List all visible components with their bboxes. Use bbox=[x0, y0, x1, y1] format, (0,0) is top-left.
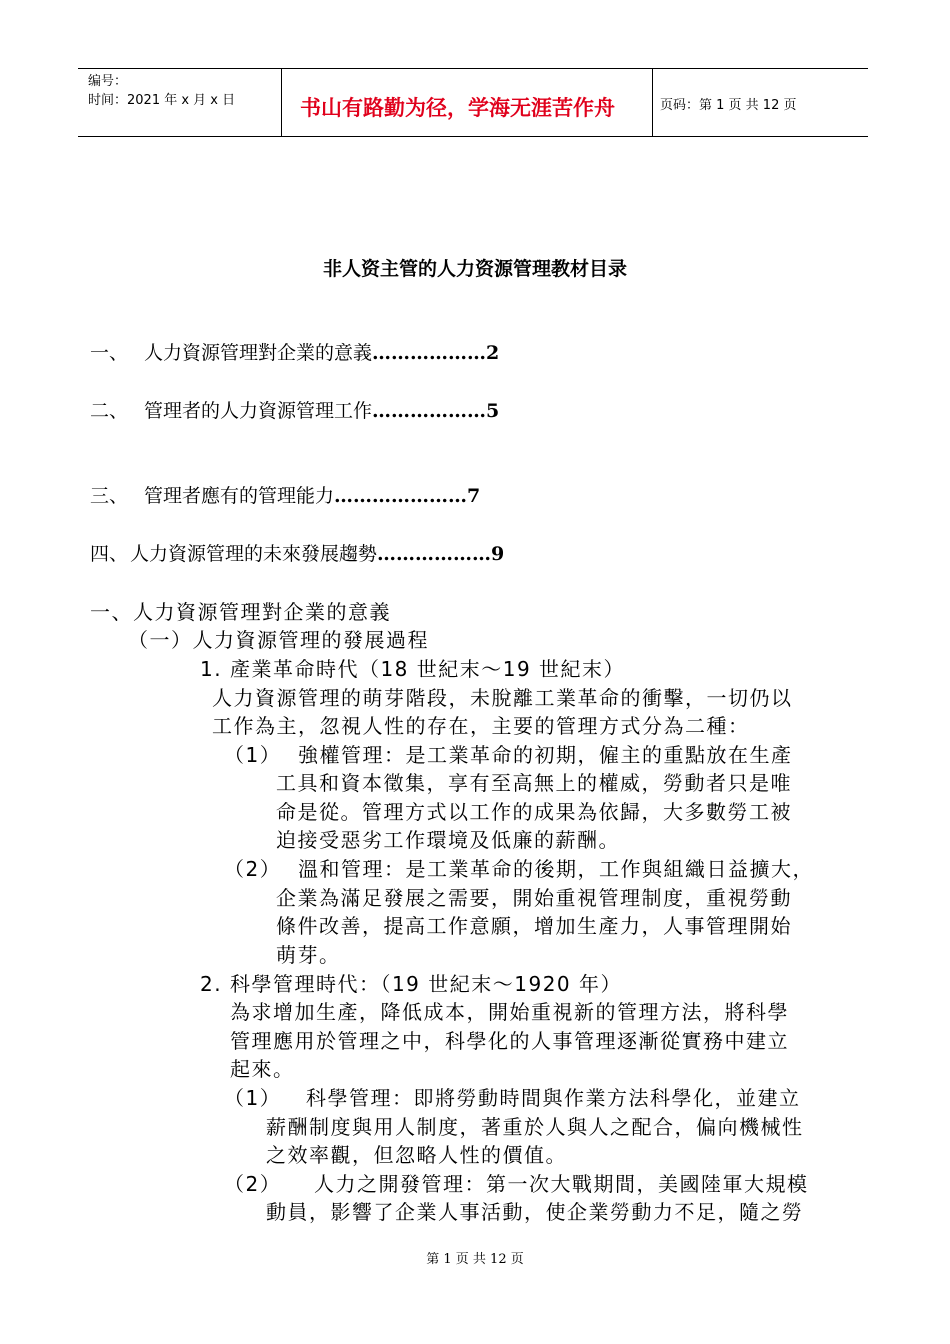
list-item-number: （2） bbox=[224, 1172, 282, 1196]
list-item-line: 強權管理：是工業革命的初期，僱主的重點放在生產 bbox=[298, 743, 793, 767]
list-item-line: 命是從。管理方式以工作的成果為依歸，大多數勞工被 bbox=[276, 800, 792, 824]
list-item-line: 工具和資本徵集，享有至高無上的權威，勞動者只是唯 bbox=[276, 771, 792, 795]
list-item-line: 動員，影響了企業人事活動，使企業勞動力不足，隨之勞 bbox=[266, 1200, 804, 1224]
toc-entry-1[interactable]: 一、 人力資源管理對企業的意義………………2 bbox=[90, 342, 500, 364]
list-item-line: 薪酬制度與用人制度，著重於人與人之配合，偏向機械性 bbox=[266, 1115, 804, 1139]
toc-page-number: 9 bbox=[491, 543, 505, 565]
list-item-line: 企業為滿足發展之需要，開始重視管理制度，重視勞動 bbox=[276, 886, 792, 910]
header-motto-cell bbox=[282, 69, 653, 136]
list-item-line: 之效率觀，但忽略人性的價值。 bbox=[266, 1143, 567, 1167]
toc-entry-text: 人力資源管理對企業的意義 bbox=[144, 342, 373, 364]
subsection-heading: （一）人力資源管理的發展過程 bbox=[128, 628, 429, 652]
list-item-number: （2） bbox=[224, 857, 282, 881]
serial-label: 编号： bbox=[88, 74, 128, 89]
toc-page-number: 2 bbox=[486, 342, 500, 364]
header-meta-cell bbox=[78, 69, 282, 136]
toc-entry-3[interactable]: 三、 管理者應有的管理能力…………………7 bbox=[90, 485, 481, 507]
paragraph-line: 管理應用於管理之中，科學化的人事管理逐漸從實務中建立 bbox=[230, 1029, 789, 1053]
section-heading: 一、人力資源管理對企業的意義 bbox=[90, 600, 391, 624]
paragraph-line: 起來。 bbox=[230, 1057, 295, 1081]
list-item-number: （1） bbox=[224, 1086, 282, 1110]
list-item-line: 人力之開發管理：第一次大戰期間，美國陸軍大規模 bbox=[314, 1172, 809, 1196]
paragraph-line: 為求增加生產，降低成本，開始重視新的管理方法，將科學 bbox=[230, 1000, 789, 1024]
document-title: 非人资主管的人力资源管理教材目录 bbox=[322, 258, 627, 280]
motto: 书山有路勤为径，学海无涯苦作舟 bbox=[300, 96, 615, 120]
time-label: 时间：2021 年 x 月 x 日 bbox=[88, 93, 236, 108]
toc-entry-4[interactable]: 四、 人力資源管理的未來發展趨勢………………9 bbox=[90, 543, 505, 565]
toc-entry-text: 管理者的人力資源管理工作 bbox=[144, 400, 373, 422]
toc-entry-text: 人力資源管理的未來發展趨勢 bbox=[130, 543, 378, 565]
list-item-line: 溫和管理：是工業革命的後期，工作與組織日益擴大， bbox=[298, 857, 814, 881]
paragraph-line: 人力資源管理的萌芽階段，未脫離工業革命的衝擊，一切仍以 bbox=[212, 686, 793, 710]
toc-page-number: 5 bbox=[486, 400, 500, 422]
list-item-line: 萌芽。 bbox=[276, 943, 341, 967]
list-item-number: （1） bbox=[224, 743, 282, 767]
list-item-line: 條件改善，提高工作意願，增加生產力，人事管理開始 bbox=[276, 914, 792, 938]
page-info: 页码：第 1 页 共 12 页 bbox=[660, 98, 797, 113]
era-heading: 1. 產業革命時代（18 世紀末～19 世紀末） bbox=[200, 657, 626, 681]
toc-entry-text: 管理者應有的管理能力 bbox=[144, 485, 335, 507]
toc-page-number: 7 bbox=[467, 485, 481, 507]
page-footer: 第 1 页 共 12 页 bbox=[426, 1252, 524, 1267]
paragraph-line: 工作為主，忽視人性的存在，主要的管理方式分為二種： bbox=[212, 714, 750, 738]
list-item-line: 科學管理：即將勞動時間與作業方法科學化，並建立 bbox=[306, 1086, 801, 1110]
era-heading: 2. 科學管理時代：（19 世紀末～1920 年） bbox=[200, 972, 623, 996]
page-header bbox=[78, 68, 868, 137]
toc-entry-2[interactable]: 二、 管理者的人力資源管理工作………………5 bbox=[90, 400, 500, 422]
list-item-line: 迫接受惡劣工作環境及低廉的薪酬。 bbox=[276, 828, 620, 852]
